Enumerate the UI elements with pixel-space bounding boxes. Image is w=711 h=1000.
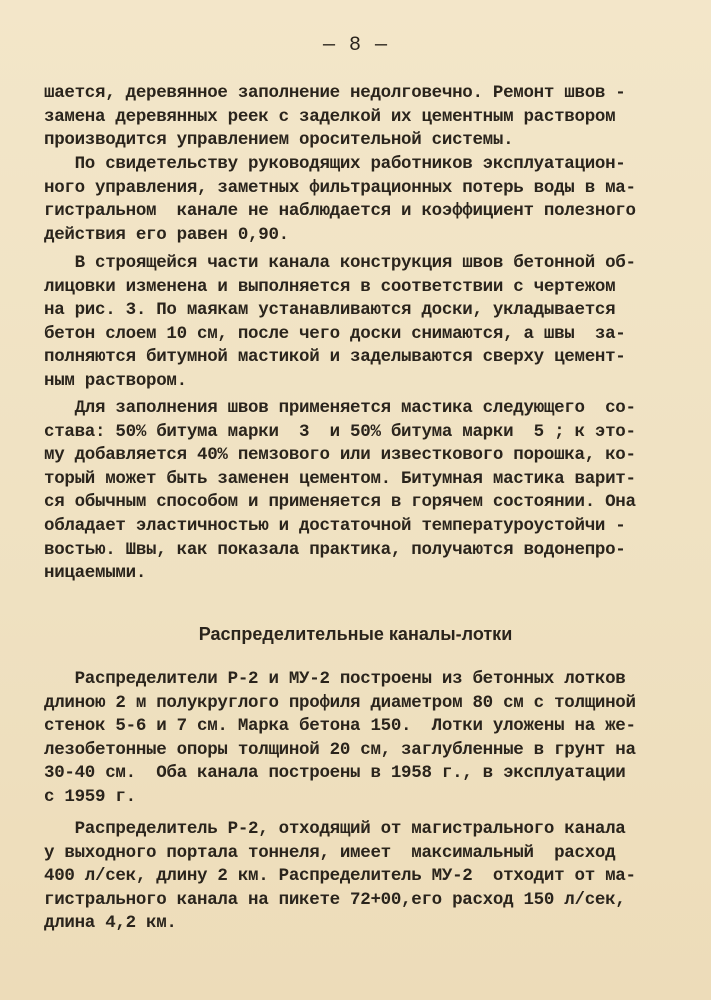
text-line: става: 50% битума марки 3 и 50% битума марки 5 ; к это- <box>44 421 636 442</box>
section-heading: Распределительные каналы-лотки <box>198 624 513 644</box>
text-line: ным раствором. <box>44 370 187 391</box>
paragraph-6 <box>44 818 684 936</box>
text-line: действия его равен 0,90. <box>44 224 289 245</box>
text-line: на рис. 3. По маякам устанавливаются доски, укладывается <box>44 300 616 321</box>
text-line: с 1959 г. <box>44 786 136 807</box>
text-line: длина 4,2 км. <box>44 913 177 934</box>
text-line: замена деревянных реек с заделкой их цементным раствором <box>44 106 616 127</box>
text-line: В строящейся части канала конструкция швов бетонной об- <box>44 253 636 273</box>
text-line: шается, деревянное заполнение недолговечно. Ремонт швов - <box>44 83 626 103</box>
text-line: у выходного портала тоннеля, имеет максимальный расход <box>44 842 616 863</box>
text-line: По свидетельству руководящих работников эксплуатацион- <box>44 154 626 174</box>
paragraph-2 <box>44 153 684 247</box>
text-line: лезобетонные опоры толщиной 20 см, заглубленные в грунт на <box>44 739 636 760</box>
text-line: ницаемыми. <box>44 563 147 584</box>
text-line: бетон слоем 10 см, после чего доски снимаются, а швы за- <box>44 323 626 344</box>
text-line: 30-40 см. Оба канала построены в 1958 г., в эксплуатации <box>44 763 626 784</box>
page-number: — 8 — <box>322 34 388 57</box>
text-line: ся обычным способом и применяется в горячем состоянии. Она <box>44 492 636 513</box>
text-line: Распределитель Р-2, отходящий от магистрального канала <box>44 819 626 839</box>
paragraph-5 <box>44 668 684 810</box>
text-line: производится управлением оросительной системы. <box>44 130 514 151</box>
text-line: торый может быть заменен цементом. Битумная мастика варит- <box>44 468 636 489</box>
text-line: гистральном канале не наблюдается и коэффициент полезного <box>44 201 636 222</box>
text-line: Для заполнения швов применяется мастика следующего со- <box>44 398 636 418</box>
text-line: востью. Швы, как показала практика, получаются водонепро- <box>44 539 626 560</box>
paragraph-3 <box>44 252 684 394</box>
text-line: 400 л/сек, длину 2 км. Распределитель МУ-2 отходит от ма- <box>44 866 636 887</box>
text-line: му добавляется 40% пемзового или известкового порошка, ко- <box>44 445 636 466</box>
paragraph-1 <box>44 82 684 153</box>
text-line: обладает эластичностью и достаточной температуроустойчи - <box>44 515 626 536</box>
text-line: ного управления, заметных фильтрационных потерь воды в ма- <box>44 177 636 198</box>
text-line: длиною 2 м полукруглого профиля диаметром 80 см с толщиной <box>44 692 636 713</box>
text-line: стенок 5-6 и 7 см. Марка бетона 150. Лотки уложены на же- <box>44 716 636 737</box>
text-line: полняются битумной мастикой и заделываются сверху цемент- <box>44 347 626 368</box>
paragraph-4 <box>44 397 684 586</box>
text-line: лицовки изменена и выполняется в соответствии с чертежом <box>44 276 616 297</box>
text-line: Распределители Р-2 и МУ-2 построены из бетонных лотков <box>44 669 626 689</box>
text-line: гистрального канала на пикете 72+00,его расход 150 л/сек, <box>44 889 626 910</box>
